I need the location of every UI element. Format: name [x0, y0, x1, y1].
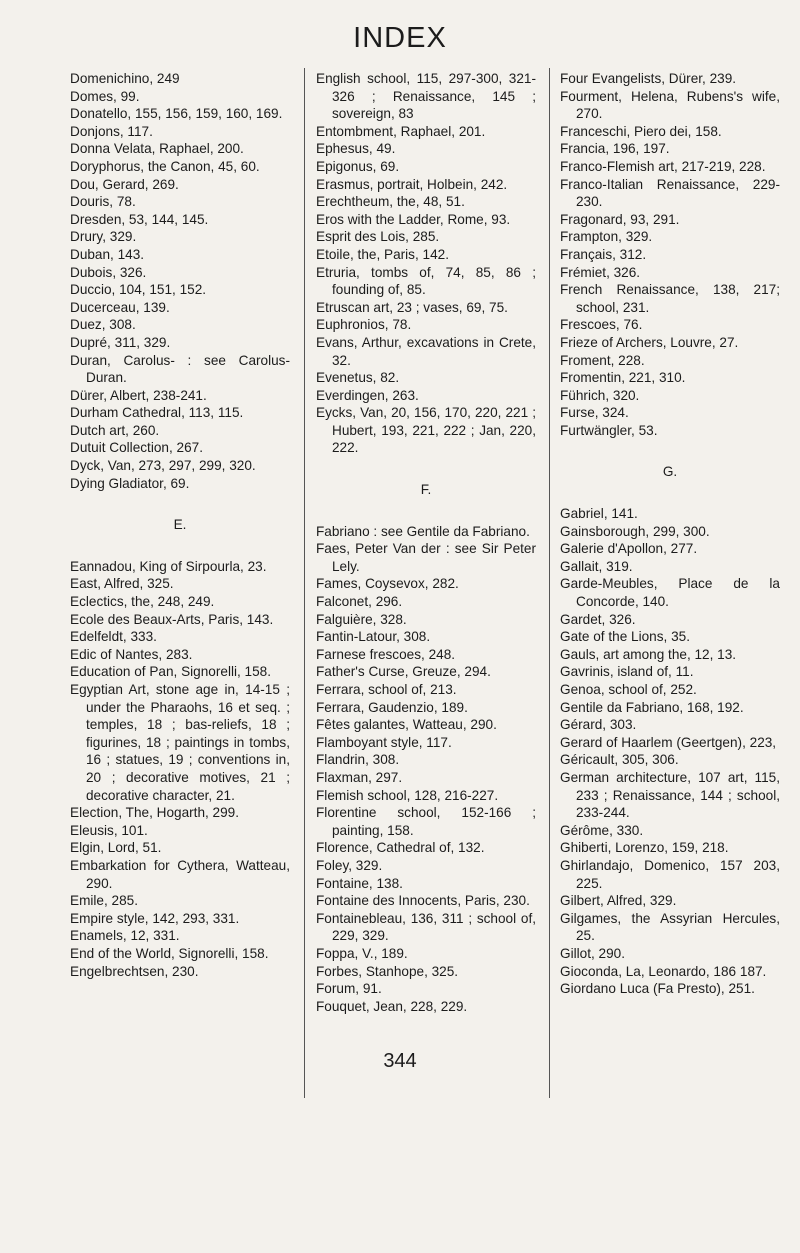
- index-entry: Fromentin, 221, 310.: [560, 370, 686, 386]
- index-entry: Gilbert, Alfred, 329.: [560, 893, 677, 909]
- index-entry: Francia, 196, 197.: [560, 141, 670, 157]
- index-entry: Epigonus, 69.: [316, 158, 400, 174]
- index-entry: Fontaine, 138.: [316, 875, 403, 891]
- index-entry: Gainsborough, 299, 300.: [560, 523, 710, 539]
- index-entry: Evenetus, 82.: [316, 370, 400, 386]
- index-entry: Ferrara, school of, 213.: [316, 682, 457, 697]
- index-entry: Empire style, 142, 293, 331.: [70, 910, 240, 926]
- index-entry: Gate of the Lions, 35.: [560, 629, 690, 645]
- index-entry: Dubois, 326.: [70, 264, 147, 280]
- index-entry: Forum, 91.: [316, 981, 382, 997]
- index-entry: Dürer, Albert, 238-241.: [70, 387, 207, 403]
- index-entry: Donjons, 117.: [70, 123, 153, 139]
- index-entry: Furtwängler, 53.: [560, 422, 658, 438]
- index-entry: Engelbrechtsen, 230.: [70, 963, 199, 979]
- index-entry: Ghiberti, Lorenzo, 159, 218.: [560, 840, 729, 856]
- index-column-1: [70, 70, 290, 980]
- letter-heading-f: F.: [420, 482, 432, 498]
- index-entry: Ghirlandajo, Domenico, 157 203, 225.: [560, 857, 780, 891]
- index-entry: Election, The, Hogarth, 299.: [70, 805, 240, 821]
- index-entry: Frémiet, 326.: [560, 264, 641, 280]
- index-entry: Ferrara, Gaudenzio, 189.: [316, 699, 468, 715]
- index-entry: Foppa, V., 189.: [316, 945, 408, 961]
- index-entry: Giordano Luca (Fa Presto), 251.: [560, 981, 755, 997]
- index-entry: Flemish school, 128, 216-227.: [316, 787, 499, 803]
- index-entry: Fontainebleau, 136, 311 ; school of, 229, 329.: [316, 910, 536, 944]
- index-entry: Gérôme, 330.: [560, 822, 644, 838]
- index-entry: Dyck, Van, 273, 297, 299, 320.: [70, 458, 256, 474]
- index-entry: Frescoes, 76.: [560, 317, 643, 333]
- index-entry: Erasmus, portrait, Holbein, 242.: [316, 176, 508, 192]
- index-column-2: [316, 70, 536, 1015]
- index-entry: Egyptian Art, stone age in, 14-15 ; under the Pharaohs, 16 et seq. ; temples, 18 ; bas-reliefs, 18 ; figurines, 18 ; paintings in tombs, 16 ; statues, 19 ; conventions in, 20 ; decorative motives, 21 ; decorative character, 21.: [70, 682, 290, 803]
- index-entry: Fragonard, 93, 291.: [560, 211, 680, 227]
- index-entry: Forbes, Stanhope, 325.: [316, 963, 459, 979]
- letter-heading-g: G.: [662, 464, 678, 480]
- index-entry: Duez, 308.: [70, 317, 136, 333]
- index-entry: Gillot, 290.: [560, 945, 625, 961]
- index-entry: Eleusis, 101.: [70, 822, 148, 838]
- index-entry: Domenichino, 249: [70, 71, 180, 86]
- index-entry: Dutch art, 260.: [70, 422, 160, 438]
- index-entry: Etoile, the, Paris, 142.: [316, 246, 449, 262]
- index-entry: Esprit des Lois, 285.: [316, 229, 440, 245]
- letter-heading-e: E.: [173, 517, 187, 533]
- entries-e: [70, 558, 290, 980]
- index-entry: Géricault, 305, 306.: [560, 752, 679, 768]
- index-entry: Froment, 228.: [560, 352, 645, 368]
- index-entry: Father's Curse, Greuze, 294.: [316, 664, 491, 680]
- index-entry: Dou, Gerard, 269.: [70, 176, 179, 192]
- index-entry: Etruria, tombs of, 74, 85, 86 ; founding of, 85.: [316, 264, 536, 298]
- index-entry: Durham Cathedral, 113, 115.: [70, 405, 244, 421]
- index-column-3: [560, 70, 780, 998]
- entries-f: [316, 523, 536, 1016]
- index-entry: Edelfeldt, 333.: [70, 629, 157, 645]
- index-entry: Gallait, 319.: [560, 558, 633, 574]
- index-entry: Erechtheum, the, 48, 51.: [316, 194, 465, 210]
- index-entry: Enamels, 12, 331.: [70, 928, 180, 944]
- index-entry: Dresden, 53, 144, 145.: [70, 211, 209, 227]
- index-entry: Emile, 285.: [70, 893, 139, 909]
- index-entry: Four Evangelists, Dürer, 239.: [560, 71, 737, 86]
- index-entry: Drury, 329.: [70, 229, 137, 245]
- index-entry: Dying Gladiator, 69.: [70, 475, 190, 491]
- index-entry: Donatello, 155, 156, 159, 160, 169.: [70, 106, 283, 122]
- index-entry: Dutuit Collection, 267.: [70, 440, 203, 456]
- entries-d: [70, 70, 290, 492]
- index-entry: Farnese frescoes, 248.: [316, 646, 456, 662]
- index-entry: Eclectics, the, 248, 249.: [70, 594, 215, 610]
- index-entry: Franco-Italian Renaissance, 229-230.: [560, 176, 780, 210]
- index-entry: Garde-Meubles, Place de la Concorde, 140.: [560, 576, 780, 610]
- index-entry: Genoa, school of, 252.: [560, 682, 697, 697]
- index-entry: Donna Velata, Raphael, 200.: [70, 141, 244, 157]
- index-entry: Eannadou, King of Sirpourla, 23.: [70, 558, 267, 574]
- entries-f-continued: [560, 70, 780, 439]
- index-entry: Ducerceau, 139.: [70, 299, 170, 315]
- index-entry: Galerie d'Apollon, 277.: [560, 541, 698, 557]
- index-entry: Gardet, 326.: [560, 611, 636, 627]
- index-entry: End of the World, Signorelli, 158.: [70, 945, 269, 961]
- index-entry: Frampton, 329.: [560, 229, 653, 245]
- index-entry: Falconet, 296.: [316, 594, 403, 610]
- index-entry: Fêtes galantes, Watteau, 290.: [316, 717, 497, 733]
- index-entry: East, Alfred, 325.: [70, 576, 174, 592]
- index-entry: Fontaine des Innocents, Paris, 230.: [316, 893, 530, 909]
- index-entry: Duccio, 104, 151, 152.: [70, 282, 207, 298]
- index-entry: Faes, Peter Van der : see Sir Peter Lely.: [316, 541, 536, 574]
- column-divider: [304, 68, 305, 1098]
- index-entry: Everdingen, 263.: [316, 387, 419, 403]
- index-entry: Eros with the Ladder, Rome, 93.: [316, 211, 511, 227]
- index-entry: Français, 312.: [560, 246, 647, 262]
- index-entry: Dupré, 311, 329.: [70, 334, 171, 350]
- entries-e-continued: [316, 70, 536, 457]
- index-entry: English school, 115, 297-300, 321-326 ; Renaissance, 145 ; sovereign, 83: [316, 71, 536, 122]
- index-entry: Falguière, 328.: [316, 611, 407, 627]
- index-entry: Flandrin, 308.: [316, 752, 400, 768]
- index-entry: Elgin, Lord, 51.: [70, 840, 162, 856]
- index-entry: Fabriano : see Gentile da Fabriano.: [316, 523, 530, 539]
- index-entry: Gentile da Fabriano, 168, 192.: [560, 699, 744, 715]
- index-entry: Gioconda, La, Leonardo, 186 187.: [560, 963, 767, 979]
- column-divider: [549, 68, 550, 1098]
- index-entry: Duban, 143.: [70, 246, 145, 262]
- index-entry: Evans, Arthur, excavations in Crete, 32.: [316, 334, 536, 368]
- index-entry: Fantin-Latour, 308.: [316, 629, 431, 645]
- index-entry: Flamboyant style, 117.: [316, 734, 452, 750]
- index-entry: Foley, 329.: [316, 857, 383, 873]
- index-entry: Führich, 320.: [560, 387, 640, 403]
- index-entry: Gerard of Haarlem (Geertgen), 223,: [560, 734, 777, 750]
- index-entry: Edic of Nantes, 283.: [70, 646, 193, 662]
- index-entry: Gabriel, 141.: [560, 506, 638, 522]
- index-entry: Franco-Flemish art, 217-219, 228.: [560, 158, 766, 174]
- entries-g: [560, 505, 780, 998]
- index-entry: Flaxman, 297.: [316, 769, 403, 785]
- index-entry: Fourment, Helena, Rubens's wife, 270.: [560, 88, 780, 122]
- index-entry: German architecture, 107 art, 115, 233 ; Renaissance, 144 ; school, 233-244.: [560, 769, 780, 821]
- index-entry: Entombment, Raphael, 201.: [316, 123, 486, 139]
- index-entry: Fames, Coysevox, 282.: [316, 576, 459, 592]
- index-entry: Embarkation for Cythera, Watteau, 290.: [70, 857, 290, 891]
- page-number: 344: [383, 1050, 417, 1072]
- page-title: INDEX: [353, 22, 447, 54]
- index-entry: Domes, 99.: [70, 88, 140, 104]
- index-entry: Franceschi, Piero dei, 158.: [560, 123, 722, 139]
- index-entry: Furse, 324.: [560, 405, 629, 421]
- index-entry: Fouquet, Jean, 228, 229.: [316, 998, 468, 1014]
- index-entry: Doryphorus, the Canon, 45, 60.: [70, 158, 260, 174]
- index-entry: Etruscan art, 23 ; vases, 69, 75.: [316, 299, 508, 315]
- index-entry: Eycks, Van, 20, 156, 170, 220, 221 ; Hubert, 193, 221, 222 ; Jan, 220, 222.: [316, 405, 536, 456]
- index-entry: Florence, Cathedral of, 132.: [316, 840, 485, 856]
- index-entry: Gavrinis, island of, 11.: [560, 664, 694, 680]
- index-entry: Gauls, art among the, 12, 13.: [560, 646, 737, 662]
- index-entry: Ecole des Beaux-Arts, Paris, 143.: [70, 611, 274, 627]
- index-entry: Florentine school, 152-166 ; painting, 158.: [316, 805, 536, 838]
- index-entry: Douris, 78.: [70, 194, 136, 210]
- index-entry: Duran, Carolus- : see Carolus-Duran.: [70, 352, 290, 386]
- index-entry: Education of Pan, Signorelli, 158.: [70, 664, 272, 680]
- index-entry: Gérard, 303.: [560, 717, 637, 733]
- index-entry: Euphronios, 78.: [316, 317, 412, 333]
- index-entry: Frieze of Archers, Louvre, 27.: [560, 334, 739, 350]
- index-entry: Gilgames, the Assyrian Hercules, 25.: [560, 910, 780, 944]
- index-entry: Ephesus, 49.: [316, 141, 396, 157]
- index-entry: French Renaissance, 138, 217; school, 231.: [560, 282, 780, 315]
